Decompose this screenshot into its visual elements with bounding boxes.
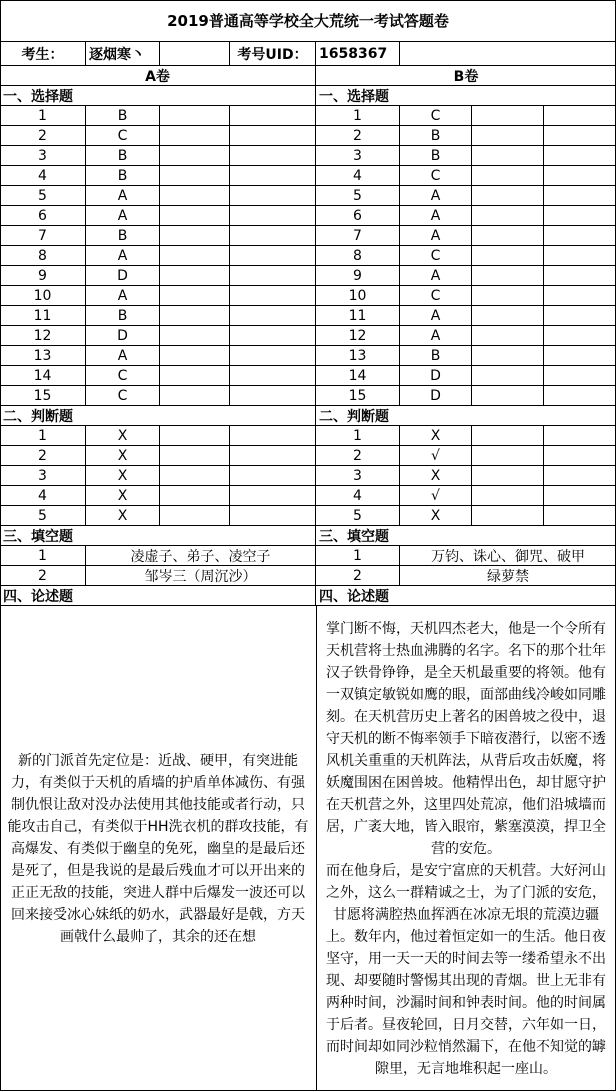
paper-b-answer: A bbox=[400, 266, 472, 285]
blank-cell bbox=[544, 426, 616, 445]
paper-a-fill-answer: 凌虚子、弟子、凌空子 bbox=[86, 546, 316, 565]
paper-b-question-number: 14 bbox=[316, 366, 400, 385]
mc-row bbox=[0, 226, 616, 246]
paper-b-answer: A bbox=[400, 226, 472, 245]
paper-b-fill-number: 1 bbox=[316, 546, 400, 565]
blank-cell bbox=[472, 286, 544, 305]
mc-heading bbox=[0, 86, 616, 106]
paper-a-answer: B bbox=[86, 166, 160, 185]
mc-row bbox=[0, 386, 616, 406]
paper-b-answer: A bbox=[400, 186, 472, 205]
blank-cell bbox=[544, 306, 616, 325]
tf-row bbox=[0, 446, 616, 466]
blank-cell bbox=[160, 166, 230, 185]
paper-a-question-number: 4 bbox=[0, 166, 86, 185]
blank-cell bbox=[160, 306, 230, 325]
blank-cell bbox=[230, 306, 316, 325]
paper-a-question-number: 15 bbox=[0, 386, 86, 405]
blank-cell bbox=[160, 426, 230, 445]
blank-cell bbox=[472, 226, 544, 245]
blank-cell bbox=[230, 346, 316, 365]
paper-a-answer: X bbox=[86, 466, 160, 485]
paper-b-answer: B bbox=[400, 126, 472, 145]
blank-cell bbox=[160, 146, 230, 165]
blank-cell bbox=[160, 386, 230, 405]
tf-heading bbox=[0, 406, 616, 426]
blank-cell bbox=[230, 486, 316, 505]
mc-row bbox=[0, 306, 616, 326]
blank-cell bbox=[230, 186, 316, 205]
mc-row bbox=[0, 206, 616, 226]
blank-cell bbox=[472, 366, 544, 385]
paper-a-question-number: 1 bbox=[0, 426, 86, 445]
blank-cell bbox=[160, 466, 230, 485]
paper-b-question-number: 6 bbox=[316, 206, 400, 225]
paper-b-question-number: 1 bbox=[316, 106, 400, 125]
paper-b-question-number: 8 bbox=[316, 246, 400, 265]
paper-a-answer: C bbox=[86, 386, 160, 405]
tf-row bbox=[0, 426, 616, 446]
paper-a-mc-heading: 一、选择题 bbox=[0, 86, 316, 105]
blank-cell bbox=[230, 326, 316, 345]
paper-a-question-number: 1 bbox=[0, 106, 86, 125]
blank-cell bbox=[544, 326, 616, 345]
blank-cell bbox=[544, 126, 616, 145]
mc-row bbox=[0, 326, 616, 346]
paper-a-question-number: 14 bbox=[0, 366, 86, 385]
paper-b-question-number: 11 bbox=[316, 306, 400, 325]
tf-row bbox=[0, 486, 616, 506]
blank-cell bbox=[230, 166, 316, 185]
paper-b-answer: X bbox=[400, 466, 472, 485]
paper-b-question-number: 5 bbox=[316, 506, 400, 525]
paper-a-question-number: 7 bbox=[0, 226, 86, 245]
paper-a-answer: X bbox=[86, 446, 160, 465]
blank-cell bbox=[544, 386, 616, 405]
paper-a-question-number: 3 bbox=[0, 146, 86, 165]
paper-b-question-number: 5 bbox=[316, 186, 400, 205]
paper-a-question-number: 2 bbox=[0, 446, 86, 465]
paper-b-question-number: 2 bbox=[316, 126, 400, 145]
blank-cell bbox=[472, 486, 544, 505]
blank-cell bbox=[160, 486, 230, 505]
blank-cell bbox=[544, 346, 616, 365]
blank-cell bbox=[472, 206, 544, 225]
blank-cell bbox=[160, 346, 230, 365]
blank-cell bbox=[544, 226, 616, 245]
paper-b-fill-number: 2 bbox=[316, 566, 400, 585]
paper-b-answer: D bbox=[400, 366, 472, 385]
paper-b-mc-heading: 一、选择题 bbox=[319, 88, 389, 105]
paper-b-fill-answer: 绿萝禁 bbox=[487, 568, 529, 585]
paper-b-fill-answer: 万钧、诛心、御咒、破甲 bbox=[431, 548, 585, 565]
paper-a-fill-answer: 邹岑三（周沉沙） bbox=[86, 566, 316, 585]
paper-a-question-number: 3 bbox=[0, 466, 86, 485]
blank-cell bbox=[230, 426, 316, 445]
paper-a-question-number: 11 bbox=[0, 306, 86, 325]
blank-cell bbox=[544, 166, 616, 185]
mc-row bbox=[0, 366, 616, 386]
blank-cell bbox=[472, 386, 544, 405]
blank-cell bbox=[230, 466, 316, 485]
paper-a-answer: B bbox=[86, 306, 160, 325]
blank-cell bbox=[472, 326, 544, 345]
student-uid-label: 考号UID： bbox=[230, 42, 316, 65]
blank-cell bbox=[160, 226, 230, 245]
mc-row bbox=[0, 186, 616, 206]
blank-cell bbox=[472, 146, 544, 165]
blank-cell bbox=[544, 466, 616, 485]
paper-a-answer: X bbox=[86, 426, 160, 445]
blank-cell bbox=[472, 506, 544, 525]
paper-a-answer: C bbox=[86, 126, 160, 145]
paper-b-answer: C bbox=[400, 166, 472, 185]
paper-a-answer: D bbox=[86, 266, 160, 285]
mc-row bbox=[0, 126, 616, 146]
blank-cell bbox=[160, 246, 230, 265]
paper-b-question-number: 13 bbox=[316, 346, 400, 365]
mc-row bbox=[0, 286, 616, 306]
paper-b-answer: A bbox=[400, 326, 472, 345]
blank-cell bbox=[544, 186, 616, 205]
paper-b-answer: √ bbox=[400, 486, 472, 505]
paper-b-fill-heading: 三、填空题 bbox=[319, 528, 389, 545]
paper-a-fill-number: 1 bbox=[0, 546, 86, 565]
mc-row bbox=[0, 266, 616, 286]
paper-a-question-number: 13 bbox=[0, 346, 86, 365]
blank-cell bbox=[472, 186, 544, 205]
paper-b-question-number: 1 bbox=[316, 426, 400, 445]
paper-a-answer: A bbox=[86, 246, 160, 265]
blank-cell bbox=[230, 146, 316, 165]
mc-row bbox=[0, 106, 616, 126]
title-row bbox=[0, 0, 616, 42]
paper-b-label: B卷 bbox=[453, 68, 479, 85]
blank-cell bbox=[472, 446, 544, 465]
blank-cell bbox=[544, 506, 616, 525]
header-row bbox=[0, 42, 616, 66]
paper-a-answer: A bbox=[86, 186, 160, 205]
paper-b-answer: C bbox=[400, 286, 472, 305]
paper-a-fill-heading: 三、填空题 bbox=[0, 526, 316, 545]
blank-cell bbox=[472, 126, 544, 145]
header-blank-2 bbox=[400, 42, 616, 65]
blank-cell bbox=[230, 286, 316, 305]
paper-a-answer: A bbox=[86, 206, 160, 225]
blank-cell bbox=[230, 446, 316, 465]
blank-cell bbox=[544, 366, 616, 385]
paper-a-answer: B bbox=[86, 146, 160, 165]
paper-a-question-number: 10 bbox=[0, 286, 86, 305]
paper-b-answer: A bbox=[400, 306, 472, 325]
paper-b-essay-text: 掌门断不悔，天机四杰老大，他是一个令所有天机营将士热血沸腾的名字。名下的那个壮年汉子铁骨铮铮，是全天机最重要的将领。他有一双镇定敏锐如鹰的眼，面部曲线冷峻如同雕刻。在天机营历史上著名的困兽坡之役中，退守天机的断不悔率领手下暗夜潜行，以密不透风机关重重的天机阵法，从背后攻击妖魔，将妖魔围困在困兽坡。他精悍出色，却甘愿守护在天机营之外，这里四处荒凉，他们沿城墙而居，广袤大地，皆入眼帘，紫塞漠漠，捍卫全营的安危。 而在他身后，是安宁富庶的天机营。大好河山之外，这么一群精诚之士，为了门派的安危，甘愿将满腔热血挥洒在冰凉无垠的荒漠边疆上。数年内，他过着恒定如一的生活。他日夜坚守，用一天一天的时间去等一缕希望永不出现、却要随时警惕其出现的青烟。世上无非有两种时间，沙漏时间和钟表时间。他的时间属于后者。昼夜轮回，日月交替，六年如一日，而时间却如同沙粒悄然漏下，在他不知觉的罅隙里，无言地堆积起一座山。 bbox=[326, 620, 606, 1077]
blank-cell bbox=[230, 226, 316, 245]
blank-cell bbox=[544, 446, 616, 465]
paper-b-answer: √ bbox=[400, 446, 472, 465]
blank-cell bbox=[472, 426, 544, 445]
paper-b-question-number: 12 bbox=[316, 326, 400, 345]
paper-a-essay-heading: 四、论述题 bbox=[0, 586, 316, 605]
blank-cell bbox=[544, 206, 616, 225]
blank-cell bbox=[472, 306, 544, 325]
blank-cell bbox=[472, 466, 544, 485]
paper-a-question-number: 6 bbox=[0, 206, 86, 225]
blank-cell bbox=[160, 326, 230, 345]
blank-cell bbox=[544, 286, 616, 305]
paper-b-answer: X bbox=[400, 426, 472, 445]
blank-cell bbox=[472, 266, 544, 285]
page-title: 2019普通高等学校全大荒统一考试答题卷 bbox=[167, 12, 449, 30]
fill-row bbox=[0, 566, 616, 586]
blank-cell bbox=[160, 286, 230, 305]
blank-cell bbox=[230, 106, 316, 125]
paper-b-question-number: 9 bbox=[316, 266, 400, 285]
blank-cell bbox=[472, 166, 544, 185]
blank-cell bbox=[160, 126, 230, 145]
blank-cell bbox=[160, 506, 230, 525]
paper-b-answer: D bbox=[400, 386, 472, 405]
tf-row bbox=[0, 506, 616, 526]
blank-cell bbox=[230, 386, 316, 405]
paper-a-answer: B bbox=[86, 106, 160, 125]
paper-a-answer: B bbox=[86, 226, 160, 245]
paper-b-answer: B bbox=[400, 346, 472, 365]
paper-b-question-number: 3 bbox=[316, 466, 400, 485]
blank-cell bbox=[472, 246, 544, 265]
paper-b-answer: A bbox=[400, 206, 472, 225]
paper-b-answer: C bbox=[400, 106, 472, 125]
paper-b-question-number: 15 bbox=[316, 386, 400, 405]
paper-a-answer: X bbox=[86, 506, 160, 525]
paper-a-answer: C bbox=[86, 366, 160, 385]
paper-a-question-number: 5 bbox=[0, 186, 86, 205]
blank-cell bbox=[160, 206, 230, 225]
paper-a-question-number: 4 bbox=[0, 486, 86, 505]
paper-b-answer: C bbox=[400, 246, 472, 265]
paper-a-fill-number: 2 bbox=[0, 566, 86, 585]
essay-heading bbox=[0, 586, 616, 606]
header-blank bbox=[160, 42, 230, 65]
paper-label-row bbox=[0, 66, 616, 86]
paper-a-answer: D bbox=[86, 326, 160, 345]
paper-b-essay-text-box bbox=[316, 606, 616, 1091]
blank-cell bbox=[472, 346, 544, 365]
blank-cell bbox=[230, 246, 316, 265]
blank-cell bbox=[230, 126, 316, 145]
paper-b-tf-heading: 二、判断题 bbox=[319, 408, 389, 425]
blank-cell bbox=[230, 506, 316, 525]
paper-b-answer: B bbox=[400, 146, 472, 165]
paper-a-question-number: 5 bbox=[0, 506, 86, 525]
mc-row bbox=[0, 146, 616, 166]
paper-a-answer: A bbox=[86, 346, 160, 365]
blank-cell bbox=[160, 106, 230, 125]
paper-b-question-number: 4 bbox=[316, 486, 400, 505]
blank-cell bbox=[230, 366, 316, 385]
blank-cell bbox=[230, 206, 316, 225]
blank-cell bbox=[544, 246, 616, 265]
blank-cell bbox=[230, 266, 316, 285]
fill-row bbox=[0, 546, 616, 566]
paper-b-question-number: 10 bbox=[316, 286, 400, 305]
paper-b-question-number: 3 bbox=[316, 146, 400, 165]
paper-b-question-number: 4 bbox=[316, 166, 400, 185]
blank-cell bbox=[160, 366, 230, 385]
blank-cell bbox=[160, 446, 230, 465]
student-uid-value: 1658367 bbox=[316, 42, 400, 65]
paper-a-question-number: 8 bbox=[0, 246, 86, 265]
tf-row bbox=[0, 466, 616, 486]
blank-cell bbox=[544, 106, 616, 125]
paper-a-question-number: 12 bbox=[0, 326, 86, 345]
paper-b-essay-heading: 四、论述题 bbox=[319, 588, 389, 605]
paper-a-tf-heading: 二、判断题 bbox=[0, 406, 316, 425]
student-name-label: 考生： bbox=[0, 42, 86, 65]
paper-b-question-number: 2 bbox=[316, 446, 400, 465]
student-name-value: 逐烟寒丶 bbox=[86, 42, 160, 65]
paper-b-question-number: 7 bbox=[316, 226, 400, 245]
mc-row bbox=[0, 166, 616, 186]
blank-cell bbox=[160, 266, 230, 285]
mc-row bbox=[0, 346, 616, 366]
paper-a-answer: A bbox=[86, 286, 160, 305]
blank-cell bbox=[544, 486, 616, 505]
blank-cell bbox=[160, 186, 230, 205]
mc-row bbox=[0, 246, 616, 266]
fill-heading bbox=[0, 526, 616, 546]
blank-cell bbox=[544, 266, 616, 285]
paper-b-answer: X bbox=[400, 506, 472, 525]
blank-cell bbox=[472, 106, 544, 125]
paper-a-question-number: 2 bbox=[0, 126, 86, 145]
paper-a-label: A卷 bbox=[0, 66, 316, 85]
paper-a-essay-text-box bbox=[0, 606, 316, 1091]
paper-a-answer: X bbox=[86, 486, 160, 505]
blank-cell bbox=[544, 146, 616, 165]
paper-a-essay-text: 新的门派首先定位是：近战、硬甲，有突进能力，有类似于天机的盾墙的护盾单体减伤、有强制仇恨让敌对没办法使用其他技能或者行动，只能攻击自己，有类似于HH洗衣机的群攻技能，有高爆发、有类似于幽皇的免死，幽皇的是最后还是死了，但是我说的是最后残血才可以开出来的正正无敌的技能，突进人群中后爆发一波还可以回来接受冰心妹纸的奶水，武器最好是戟，方天画戟什么最帅了，其余的还在想 bbox=[7, 752, 309, 945]
paper-a-question-number: 9 bbox=[0, 266, 86, 285]
